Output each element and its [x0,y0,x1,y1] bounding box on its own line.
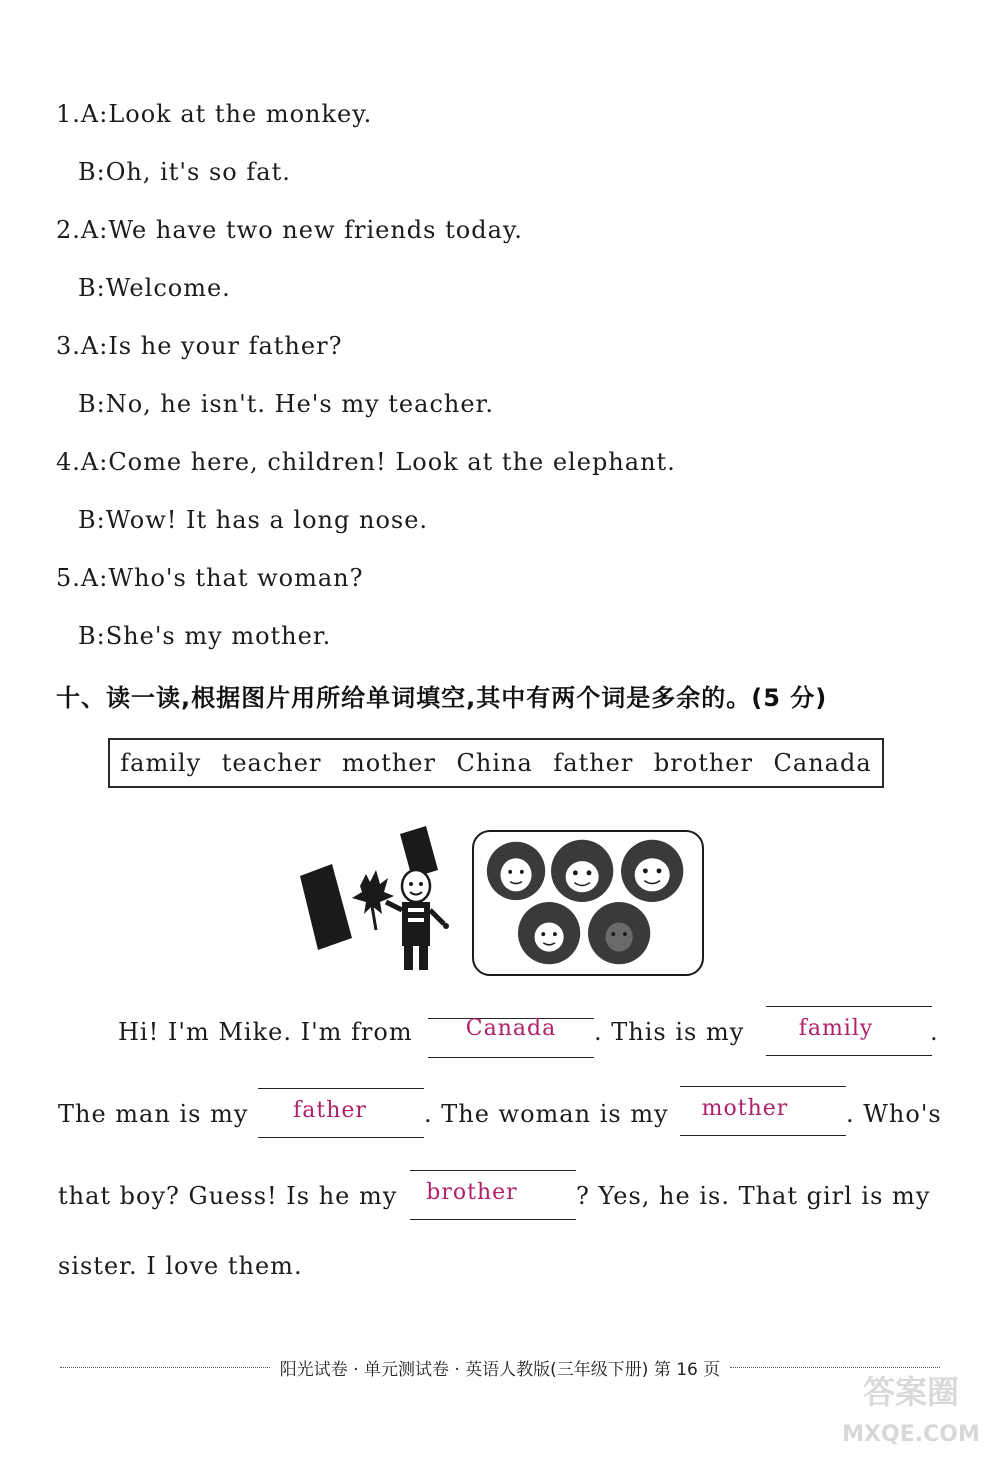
answer-2: family [798,1016,874,1041]
page-footer [60,1352,940,1382]
word-bank-item: family [120,749,202,777]
word-bank-item: mother [342,749,436,777]
passage-text-2: . This is my [594,1018,745,1046]
watermark-logo [836,1361,986,1451]
dialog-1-a: 1.A:Look at the monkey. [56,100,373,128]
family-faces-picture [472,830,704,976]
dialog-3-a: 3.A:Is he your father? [56,332,343,360]
passage-text-9: sister. I love them. [58,1252,303,1280]
dialog-5-a: 5.A:Who's that woman? [56,564,364,592]
passage-text-3: . [930,1018,939,1046]
word-bank-item: Canada [773,749,872,777]
footer-dotted-rule [60,1367,270,1368]
word-bank-item: China [456,749,533,777]
dialog-4-b: B:Wow! It has a long nose. [78,506,429,534]
word-bank [108,738,884,788]
dialog-5-b: B:She's my mother. [78,622,332,650]
passage-text-7: that boy? Guess! Is he my [58,1182,398,1210]
word-bank-item: father [553,749,634,777]
section-heading: 十、读一读,根据图片用所给单词填空,其中有两个词是多余的。(5 分) [56,684,828,712]
dialog-3-b: B:No, he isn't. He's my teacher. [78,390,495,418]
footer-text: 阳光试卷 · 单元测试卷 · 英语人教版(三年级下册) 第 16 页 [279,1359,721,1380]
passage-text-6: . Who's [846,1100,942,1128]
word-bank-item: teacher [221,749,322,777]
passage-text-8: ? Yes, he is. That girl is my [576,1182,931,1210]
answer-4: mother [701,1096,789,1121]
watermark-bottom-text: MXQE.COM [842,1422,980,1447]
dialog-2-b: B:Welcome. [78,274,231,302]
boy-with-flag-picture [300,826,450,972]
word-bank-item: brother [653,749,753,777]
passage-text-4: The man is my [58,1100,249,1128]
dialog-4-a: 4.A:Come here, children! Look at the elephant. [56,448,676,476]
answer-1: Canada [465,1016,557,1041]
answer-5: brother [426,1180,518,1205]
dialog-1-b: B:Oh, it's so fat. [78,158,291,186]
answer-3: father [293,1098,367,1123]
watermark-top-text: 答案圈 [862,1373,960,1411]
passage-text-1: Hi! I'm Mike. I'm from [118,1018,413,1046]
dialog-2-a: 2.A:We have two new friends today. [56,216,523,244]
passage-text-5: . The woman is my [424,1100,669,1128]
